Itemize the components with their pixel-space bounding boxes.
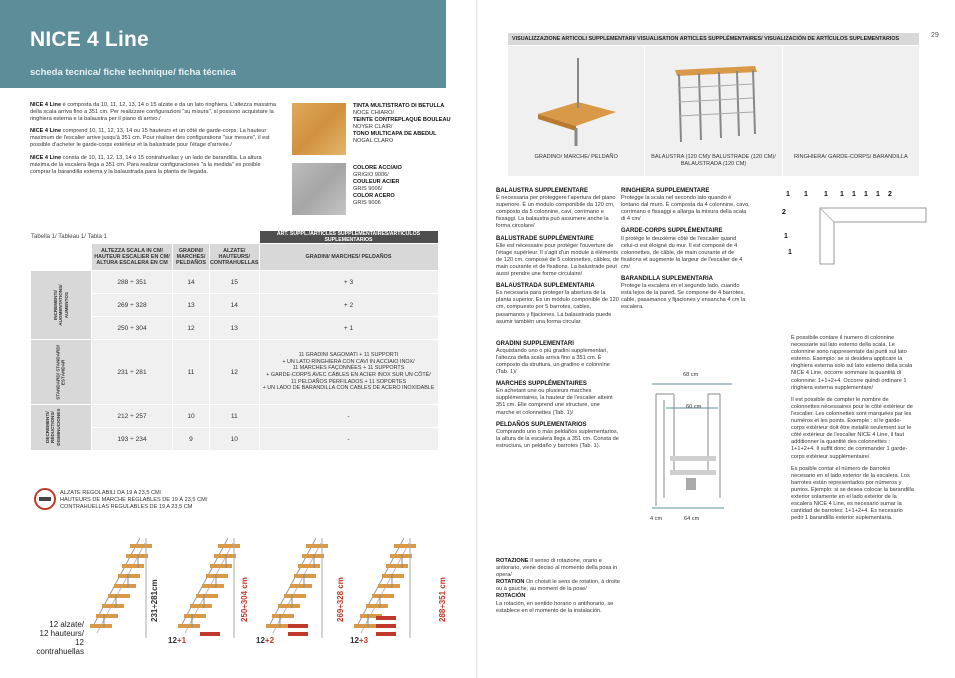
col-header-height: ALTEZZA SCALA IN CM/ HAUTEUR ESCALIER EN CM/ ALTURA ESCALERA EN CM	[92, 244, 172, 270]
extra-balustrade-visual	[645, 46, 781, 176]
adjustable-height-icon	[34, 488, 56, 510]
group-increments: INCREMENTI/ AUGMENTATIONS/ AUMENTOS	[52, 284, 69, 326]
table-row: 269 ÷ 328 13 14 + 2	[31, 294, 438, 316]
svg-text:1: 1	[784, 233, 788, 240]
intro-text: NICE 4 Line è composta da 10, 11, 12, 13, 14 o 15 alzate e da un lato ringhiera. L'altezza massima della scala arriva fino a 351 cm. Per realizzare configurazioni "su misura", si possono acquistare la ringhiera esterna e la balaustra per il piano di arrivo./ NICE 4 Line comprend 10, 11, 12, 13, 14 ou 15 hauteurs et un côté de garde-corps. La hauteur maximum de l'escalier arrive jusqu'à 351 cm. Pour réaliser des configurations "sur mesure", il est possible d'acheter le garde-corps extérieur et la balustrade pour l'étage d'arrivée./ NICE 4 Line consta de 10, 11, 12, 13, 14 ó 15 contrahuellas y un lado de barandilla. La altura máxima de la escalera llega a 351 cm. Para realizar configuraciones "a la medida" es posible comprar la barandilla externa y la balaustrada para la planta de llegada.	[30, 102, 277, 175]
railing-caption: RINGHIERA/ GARDE-CORPS/ BARANDILLA	[793, 154, 908, 160]
dimension-drawing	[648, 378, 738, 518]
svg-text:1: 1	[852, 191, 856, 198]
svg-text:2: 2	[782, 209, 786, 216]
height-label-1: 231÷281cm	[150, 579, 159, 622]
svg-text:2: 2	[888, 191, 892, 198]
extra-step-2	[200, 632, 220, 636]
height-label-3: 269÷328 cm	[336, 577, 345, 622]
svg-text:1: 1	[864, 191, 868, 198]
extra-step-4a	[376, 616, 396, 620]
standard-contents: 11 GRADINI SAGOMATI + 11 SUPPORTI + UN LATO RINGHIERA CON CAVI IN ACCIAIO INOX/ 11 MARCHES FAÇONNÉES + 11 SUPPORTS + GARDE-CORPS AVEC CÂBLES EN ACIER INOX SUR UN CÔTÉ/ 11 PELDAÑOS PERFILADOS + 11 SOPORTES + UN LADO DE BARANDILLA CON CABLES DE ACERO INOXIDABLE	[260, 340, 438, 404]
extra-step-4b	[376, 624, 396, 628]
page-number: 29	[931, 32, 939, 39]
count-label-2: 12+1	[168, 636, 187, 645]
specs-table	[30, 230, 439, 451]
stair-drawing-1	[90, 538, 152, 638]
table-row: DECREMENTI/ RÉDUCTIONS/ DISMINUCIONES 212 ÷ 257 10 11 -	[31, 405, 438, 427]
stair-drawing-4	[354, 538, 416, 638]
balustrade-illustration	[645, 46, 781, 150]
step-illustration	[508, 46, 644, 150]
stair-drawing-2	[178, 538, 240, 638]
railing-count-diagram	[780, 188, 930, 268]
extra-step-4c	[376, 632, 396, 636]
extra-step-3a	[288, 624, 308, 628]
svg-text:1: 1	[804, 191, 808, 198]
visualization-table	[508, 33, 919, 176]
col-header-steps: GRADINI/ MARCHES/ PELDAÑOS	[173, 244, 209, 270]
title-banner	[0, 0, 446, 88]
extra-step-visual	[508, 46, 644, 176]
table-row: INCREMENTI/ AUGMENTATIONS/ AUMENTOS 288 ÷ 351 14 15 + 3	[31, 271, 438, 293]
dim-68: 68 cm	[683, 372, 699, 378]
table-row: 250 ÷ 304 12 13 + 1	[31, 317, 438, 339]
group-decrements: DECREMENTI/ RÉDUCTIONS/ DISMINUCIONES	[44, 409, 61, 447]
table-row: STANDARD/ STANDARD/ ESTÁNDAR 231 ÷ 281 11 12 11 GRADINI SAGOMATI + 11 SUPPORTI + UN LATO RINGHIERA CON CAVI IN ACCIAIO INOX/ 11 MARCHES FAÇONNÉES + 11 SUPPORTS + GARDE-CORPS AVEC CÂBLES EN ACIER INOX SUR UN CÔTÉ/ 11 PELDAÑOS PERFILADOS + 11 SOPORTES + UN LADO DE BARANDILLA CON CABLES DE ACERO INOXIDABLE	[31, 340, 438, 404]
height-label-4: 288÷351 cm	[438, 577, 447, 622]
adjustable-note: ALZATE REGOLABILI DA 19 A 23,5 CM/ HAUTEURS DE MARCHE RÉGLABLES DE 19 À 23,5 CM/ CONTRAHUELLAS REGULABLES DE 19 A 23,5 CM	[60, 490, 208, 511]
wood-swatch	[292, 103, 346, 155]
steel-swatch	[292, 163, 346, 215]
text-column-3: È possibile contare il numero di colonnine necessarie sul lato esterno della scala. Le colonnine sono rappresentate dai punti sul lato esterno. Esempio: se si desidera applicare la ringhiera esterna solo sul lato esterno della scala NICE 4 Line, occorre sommare la quantità di colonnine: 1+1+2+4. Occorre quindi ordinare 1 ringhiera esterna supplementare/ Il est possible de compter le nombre de colonnettes nécessaires pour le côté extérieur de l'escalier. Les colonnettes sont marquées par les numéros et les points. Exemple : si le garde-corps extérieur doit être installé seulement sur le côté extérieur de l'escalier NICE 4 Line, il faut additionner la quantité des colonnettes : 1+1+2+4. Il suffit donc de commander 1 garde-corps extérieur supplémentaire/ Es posible contar el número de barrotes necesario en el lado exterior de la escalera. Los barrotes están representados por números y puntos. Ejemplo: si se desea colocar la barandilla exterior solamente en el lado exterior de la escalera NICE 4 Line, es necesario sumar la cantidad de barrotes: 1+1+2+4. Es necesario pedir 1 barandilla exterior suplementaria.	[791, 335, 914, 522]
text-column-1: BALAUSTRA SUPPLEMENTARE È necessaria per proteggere l'apertura del piano superiore. È un modulo componibile da 120 cm, composto da 5 colonnine, cavi, corrimano e fissaggi. La balaustra può assumere anche la forma circolare/ BALUSTRADE SUPPLÉMENTAIRE Elle est nécessaire pour protéger l'ouverture de l'étage supérieur. Il s'agit d'un module à éléments de 120 cm, composé de 5 colonnettes, câbles, de main courante et de fixations. La balustrade peut aussi prendre une forme circulaire/ BALAUSTRADA SUPLEMENTARIA Es necesaria para proteger la abertura de la planta superior. Es un módulo componible de 120 cm, compuesto por 5 barrotes, cables, pasamanos y fijaciones. La balaustrada puede asumir también una forma circular. GRADINI SUPPLEMENTARI Acquistando uno o più gradini supplementari, l'altezza della scala arriva fino a 351 cm. È composto da struttura, un gradino e colonnine (Tab. 1)/ MARCHES SUPPLÉMENTAIRES En achetant une ou plusieurs marches supplémentaires, la hauteur de l'escalier atteint 351 cm. Elle comprend une structure, une marche et colonnettes (Tab. 1)/ PELDAÑOS SUPLEMENTARIOS Comprando uno o más peldaños suplementarios, la altura de la escalera llega a 351 cm. Consta de estructura, un peldaño y barrotes (Tab. 1).	[496, 188, 620, 449]
table-row: 193 ÷ 234 9 10 -	[31, 428, 438, 450]
steel-finish-text: COLORE ACCIAIO GRIGIO 9006/ COULEUR ACIER GRIS 9006/ COLOR ACERO GRIS 9006	[353, 165, 402, 207]
visualization-header: VISUALIZZAZIONE ARTICOLI SUPPLEMENTARI/ VISUALISATION ARTICLES SUPPLÉMENTAIRES/ VISUALIZACIÓN DE ARTÍCULOS SUPLEMENTARIOS	[508, 33, 919, 46]
rotation-text: ROTAZIONE Il senso di rotazione, orario e antiorario, viene deciso al momento della posa in opera/ ROTATION On choisit le sens de rotation, à droite ou à gauche, au moment de la pose/ ROTACIÓN La rotación, en sentido horario o antihorario, se establece en el momento de la instalación.	[496, 558, 620, 614]
right-page	[478, 0, 955, 678]
text-column-2: RINGHIERA SUPPLEMENTARE Protegge la scala nel secondo lato quando è lontano dal muro. È composta da 4 colonnine, cavo, corrimano e fissaggi e allarga la misura della scala di 4 cm/ GARDE-CORPS SUPPLÉMENTAIRE Il protège le deuxième côté de l'escalier quand celui-ci est éloigné du mur. Il est composé de 4 colonnettes, de câble, de main courante et de fixations et augmente la largeur de l'escalier de 4 cm/ BARANDILLA SUPLEMENTARIA Protege la escalera en el segundo lado, cuando está lejos de la pared. Se compone de 4 barrotes, cable, pasamanos y fijaciones y ensancha 4 cm la escalera.	[621, 188, 750, 311]
balustrade-caption: BALAUSTRA (120 CM)/ BALUSTRADE (120 CM)/ BALAUSTRADA (120 CM)	[651, 154, 776, 167]
count-label-4: 12+3	[350, 636, 369, 645]
svg-text:1: 1	[824, 191, 828, 198]
page-subtitle: scheda tecnica/ fiche technique/ ficha técnica	[30, 67, 236, 78]
col-header-extra: GRADINI/ MARCHES/ PELDAÑOS	[260, 244, 438, 270]
table-top-header: ART. SUPPL./ARTICLES SUPPLÉMENTAIRES/ARTÍCULOS SUPLEMENTARIOS	[260, 231, 438, 243]
col-header-risers: ALZATE/ HAUTEURS/ CONTRAHUELLAS	[210, 244, 259, 270]
group-standard: STANDARD/ STANDARD/ ESTÁNDAR	[55, 344, 66, 400]
wood-finish-text: TINTA MULTISTRATO DI BETULLA NOCE CHIARO/ TEINTE CONTREPLAQUÉ BOULEAU NOYER CLAIR/ TONO MULTICAPA DE ABEDUL NOGAL CLARO	[353, 103, 451, 145]
height-label-2: 250÷304 cm	[240, 577, 249, 622]
count-label-3: 12+2	[256, 636, 275, 645]
dim-60: 60 cm	[686, 404, 702, 410]
base-step-label: 12 alzate/ 12 hauteurs/ 12 contrahuellas	[36, 620, 84, 656]
page-title: NICE 4 Line	[30, 28, 149, 51]
stair-drawing-3	[266, 538, 328, 638]
extra-step-3b	[288, 632, 308, 636]
dim-64: 64 cm	[684, 516, 700, 522]
svg-text:1: 1	[840, 191, 844, 198]
step-caption: GRADINO/ MARCHE/ PELDAÑO	[534, 154, 618, 160]
table-caption: Tabella 1/ Tableau 1/ Tabla 1	[31, 234, 107, 240]
svg-text:1: 1	[786, 191, 790, 198]
svg-text:1: 1	[788, 249, 792, 256]
svg-text:1: 1	[876, 191, 880, 198]
extra-railing-visual	[783, 46, 919, 176]
dim-4: 4 cm	[650, 516, 663, 522]
